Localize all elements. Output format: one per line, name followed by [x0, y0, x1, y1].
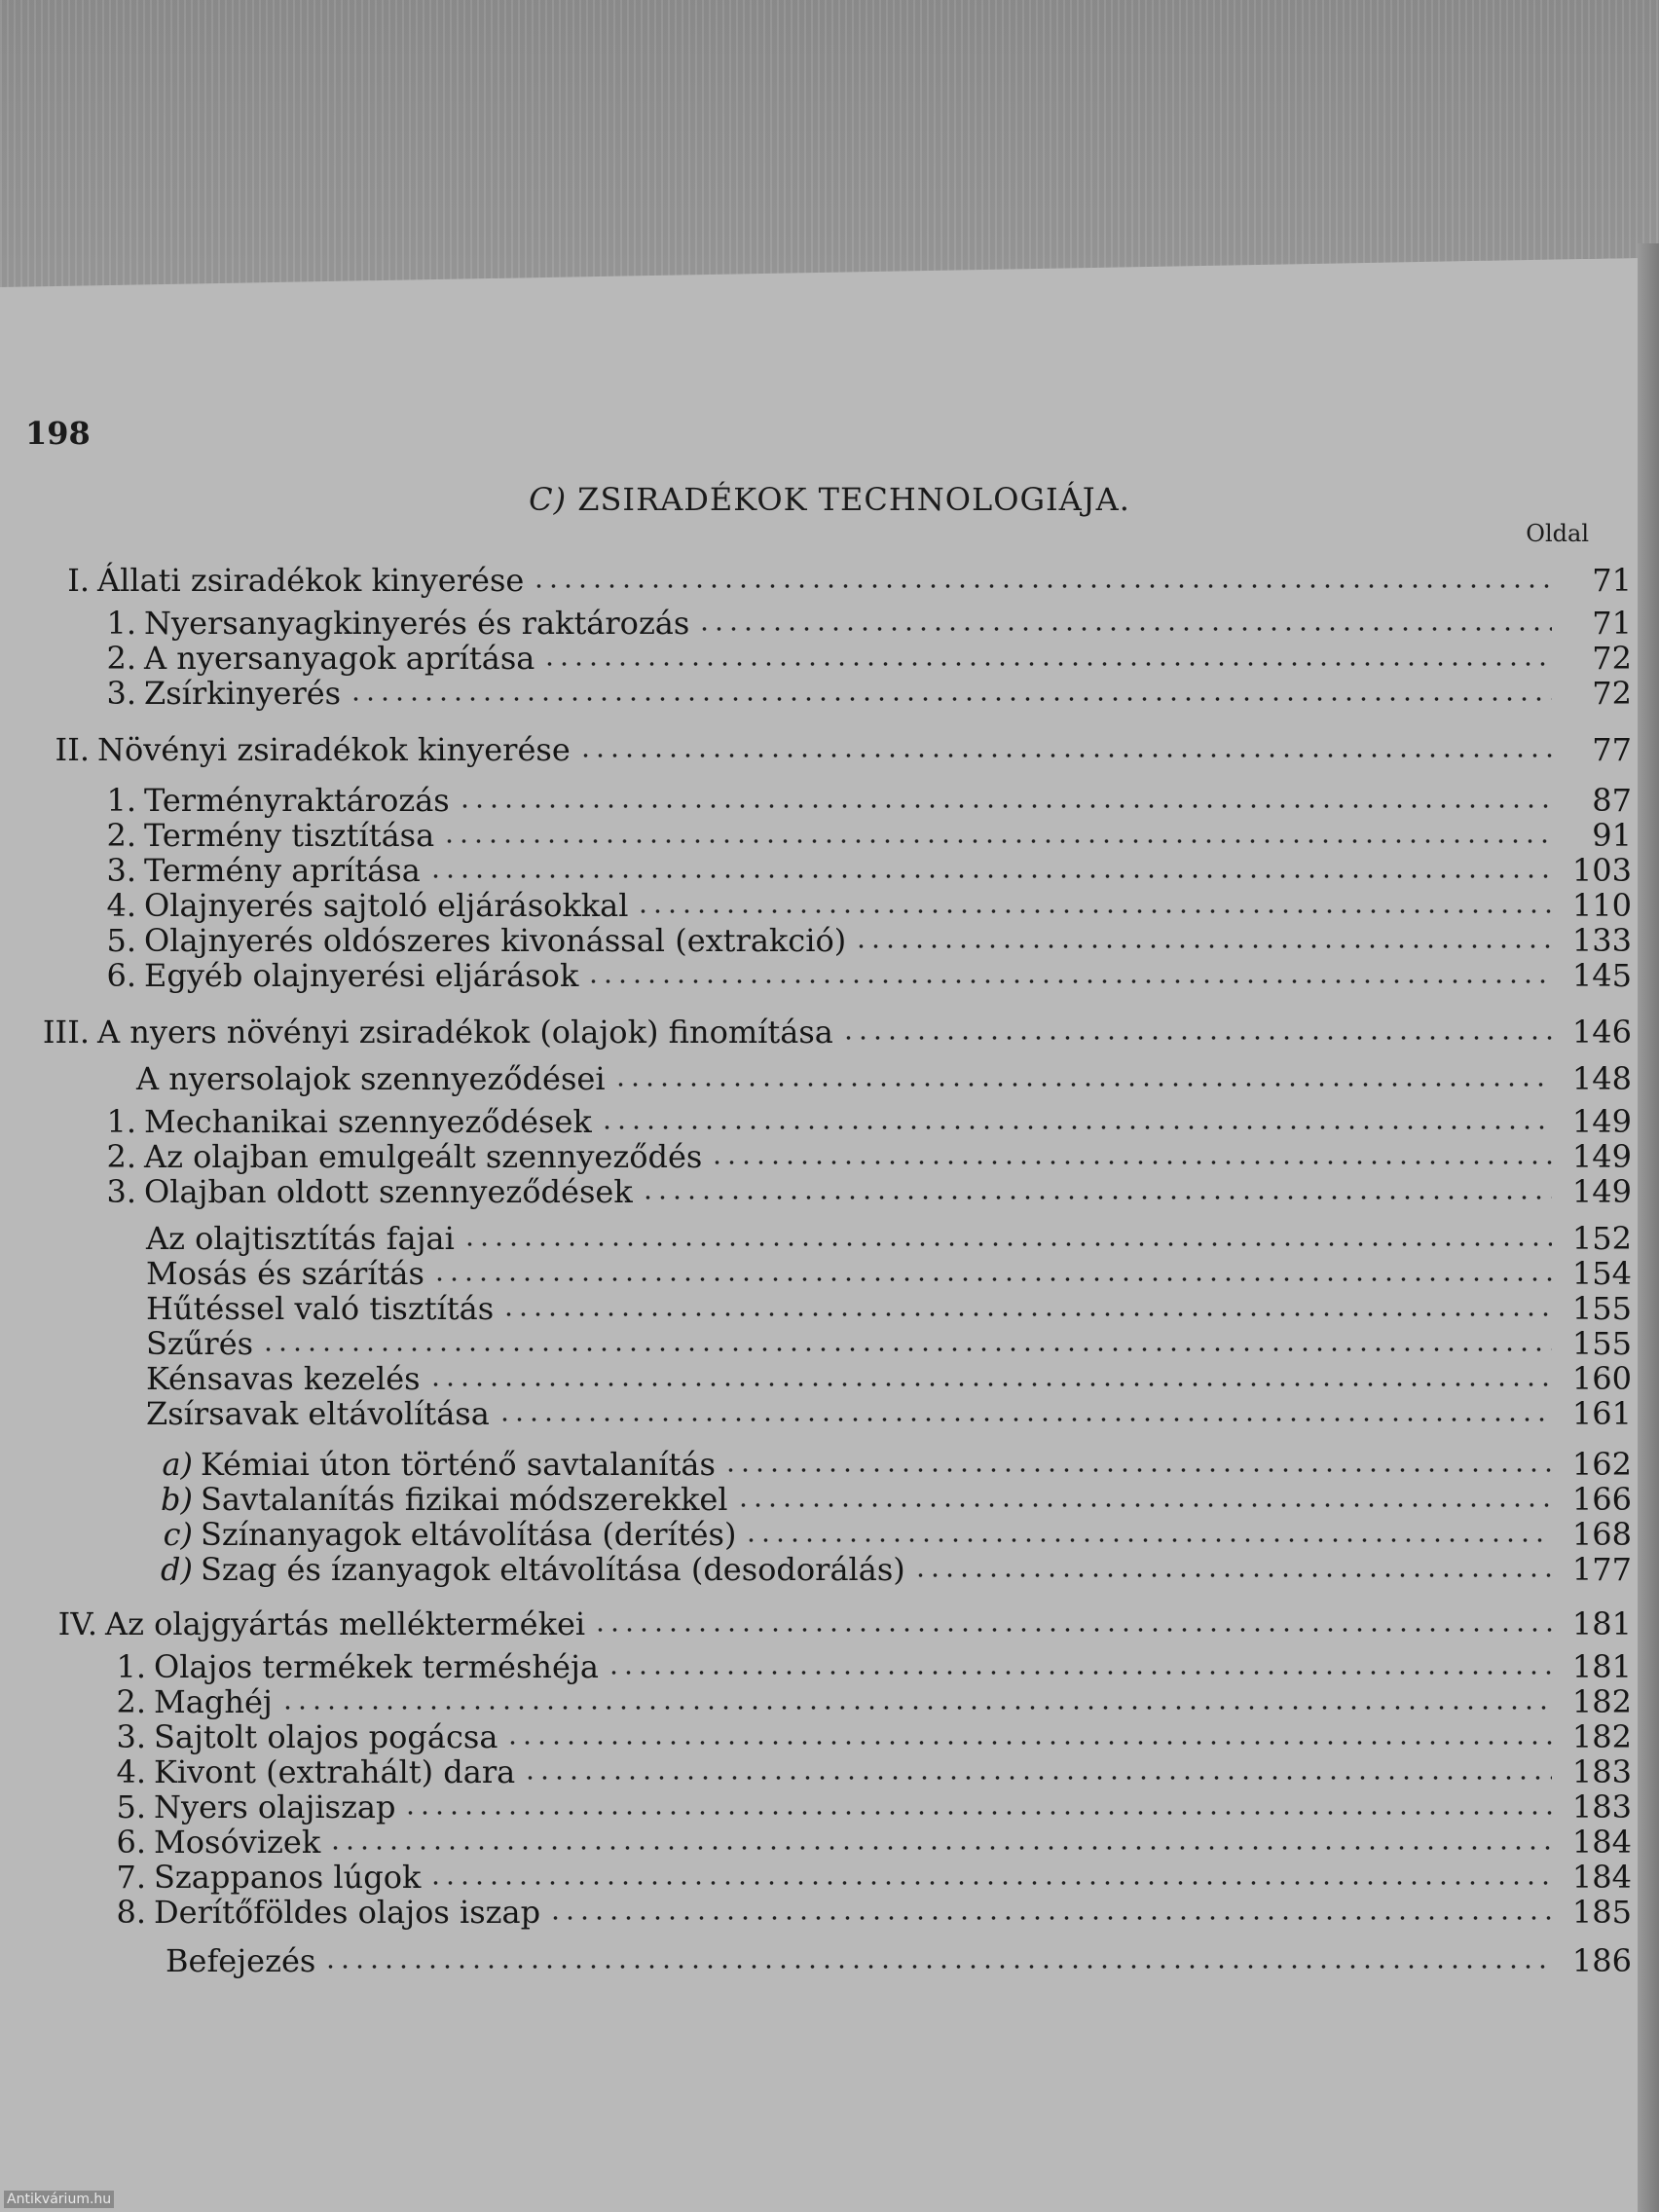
toc-entry-title: Termény tisztítása: [144, 817, 435, 854]
dot-leader: [636, 908, 1552, 914]
toc-entry: [0, 1326, 1632, 1361]
toc-entry-title: Olajnyerés oldószeres kivonással (extrakció): [144, 922, 847, 959]
dot-leader: [428, 873, 1552, 879]
toc-entry: [0, 888, 1632, 923]
toc-entry-title: Az olajgyártás melléktermékei: [105, 1605, 586, 1642]
toc-entry-number: d): [161, 1551, 193, 1588]
toc-entry-page: 155: [1571, 1290, 1632, 1327]
toc-entry-title: Szűrés: [146, 1325, 254, 1362]
toc-entry-page: 162: [1571, 1446, 1632, 1483]
toc-entry-page: 168: [1571, 1516, 1632, 1553]
toc-entry-title: Olajos termékek terméshéja: [154, 1648, 599, 1685]
section-title: ZSIRADÉKOK TECHNOLOGIÁJA.: [577, 481, 1130, 518]
dot-leader: [403, 1810, 1552, 1816]
toc-entry: [0, 1482, 1632, 1517]
toc-entry-title: A nyersanyagok aprítása: [144, 640, 535, 677]
toc-entry: [0, 641, 1632, 676]
toc-entry: [0, 1256, 1632, 1291]
toc-entry-number: 3.: [106, 852, 136, 889]
toc-entry-page: 155: [1571, 1325, 1632, 1362]
dot-leader: [428, 1880, 1552, 1886]
page-column-label: Oldal: [1526, 520, 1589, 547]
toc-entry-page: 91: [1592, 817, 1632, 854]
toc-entry-number: 5.: [116, 1788, 146, 1825]
toc-entry: [0, 1552, 1632, 1587]
page-number: 198: [25, 415, 91, 452]
toc-entry-page: 183: [1571, 1788, 1632, 1825]
dot-leader: [723, 1467, 1552, 1473]
toc-entry-number: IV.: [57, 1605, 97, 1642]
toc-entry-page: 71: [1592, 605, 1632, 642]
toc-entry-page: 145: [1571, 957, 1632, 994]
toc-entry: [0, 1754, 1632, 1789]
dot-leader: [323, 1964, 1552, 1970]
toc-entry-number: 1.: [116, 1648, 146, 1685]
toc-entry-number: 3.: [106, 1173, 136, 1210]
toc-entry-page: 182: [1571, 1683, 1632, 1720]
toc-entry-number: 1.: [106, 782, 136, 819]
dot-leader: [744, 1537, 1552, 1543]
toc-entry-number: 2.: [106, 817, 136, 854]
toc-entry-number: 6.: [106, 957, 136, 994]
toc-entry: [0, 1789, 1632, 1825]
toc-entry-page: 87: [1592, 782, 1632, 819]
toc-entry-page: 184: [1571, 1824, 1632, 1861]
toc-entry-title: Az olajban emulgeált szennyeződés: [144, 1138, 703, 1175]
toc-entry-title: Savtalanítás fizikai módszerekkel: [201, 1481, 728, 1518]
toc-entry-number: III.: [42, 1014, 90, 1051]
toc-entry-title: Kénsavas kezelés: [146, 1360, 421, 1397]
dot-leader: [710, 1160, 1552, 1165]
dot-leader: [542, 661, 1552, 667]
toc-entry: [0, 853, 1632, 888]
toc-entry-title: Mechanikai szennyeződések: [144, 1103, 592, 1140]
toc-entry-title: Az olajtisztítás fajai: [146, 1220, 455, 1257]
toc-entry: [0, 818, 1632, 853]
toc-entry-number: 3.: [106, 675, 136, 712]
toc-entry-page: 177: [1571, 1551, 1632, 1588]
toc-entry-title: Termény aprítása: [144, 852, 421, 889]
toc-entry-number: 4.: [106, 887, 136, 924]
toc-entry-title: Zsírkinyerés: [144, 675, 342, 712]
toc-entry-page: 183: [1571, 1753, 1632, 1790]
toc-entry-page: 185: [1571, 1894, 1632, 1931]
toc-entry-number: 2.: [106, 640, 136, 677]
toc-entry-title: Nyers olajiszap: [154, 1788, 396, 1825]
toc-entry: [0, 1825, 1632, 1860]
toc-entry-number: 3.: [116, 1718, 146, 1755]
toc-entry-page: 72: [1592, 640, 1632, 677]
toc-entry-page: 186: [1571, 1942, 1632, 1979]
dot-leader: [349, 696, 1552, 702]
toc-entry: [0, 1396, 1632, 1431]
dot-leader: [641, 1195, 1552, 1200]
toc-entry-title: Szag és ízanyagok eltávolítása (desodorálás): [201, 1551, 905, 1588]
toc-entry-page: 71: [1592, 562, 1632, 599]
toc-entry-number: 5.: [106, 922, 136, 959]
section-letter: C): [529, 481, 568, 518]
toc-entry-page: 146: [1571, 1014, 1632, 1051]
toc-entry-number: 1.: [106, 1103, 136, 1140]
toc-entry-title: Zsírsavak eltávolítása: [146, 1395, 490, 1432]
toc-entry: [0, 1684, 1632, 1719]
toc-entry-number: 8.: [116, 1894, 146, 1931]
toc-entry-title: Maghéj: [154, 1683, 273, 1720]
toc-entry: [0, 1174, 1632, 1209]
toc-entry-title: Olajban oldott szennyeződések: [144, 1173, 633, 1210]
toc-entry-number: 2.: [106, 1138, 136, 1175]
toc-entry-title: A nyersolajok szennyeződései: [136, 1060, 606, 1097]
toc-entry: [0, 606, 1632, 641]
dot-leader: [261, 1346, 1552, 1352]
toc-entry-page: 166: [1571, 1481, 1632, 1518]
toc-entry: [0, 1061, 1632, 1096]
toc-entry: [0, 1447, 1632, 1482]
dot-leader: [586, 978, 1552, 984]
dot-leader: [523, 1775, 1552, 1781]
toc-entry: [0, 1104, 1632, 1139]
toc-entry: [0, 732, 1632, 767]
toc-entry-page: 184: [1571, 1859, 1632, 1896]
dot-leader: [458, 803, 1552, 809]
toc-entry: [0, 1361, 1632, 1396]
toc-entry: [0, 676, 1632, 711]
dot-leader: [841, 1035, 1552, 1041]
toc-entry-number: 1.: [106, 605, 136, 642]
toc-entry: [0, 1860, 1632, 1895]
toc-entry-number: 6.: [116, 1824, 146, 1861]
toc-entry-page: 181: [1571, 1605, 1632, 1642]
toc-entry-page: 181: [1571, 1648, 1632, 1685]
dot-leader: [498, 1417, 1552, 1422]
toc-entry-page: 149: [1571, 1173, 1632, 1210]
toc-entry-title: Terményraktározás: [144, 782, 450, 819]
watermark: Antikvárium.hu: [4, 2191, 114, 2208]
toc-entry: [0, 923, 1632, 958]
toc-entry-title: Kémiai úton történő savtalanítás: [201, 1446, 716, 1483]
toc-entry-page: 110: [1571, 887, 1632, 924]
toc-entry-page: 148: [1571, 1060, 1632, 1097]
dot-leader: [462, 1241, 1552, 1247]
dot-leader: [607, 1670, 1552, 1676]
dot-leader: [600, 1124, 1552, 1130]
toc-entry-title: Növényi zsiradékok kinyerése: [97, 731, 571, 768]
dot-leader: [593, 1627, 1552, 1633]
toc-entry: [0, 563, 1632, 598]
toc-entry-title: Sajtolt olajos pogácsa: [154, 1718, 498, 1755]
toc-entry-number: 4.: [116, 1753, 146, 1790]
toc-entry: [0, 1139, 1632, 1174]
toc-entry: [0, 783, 1632, 818]
toc-entry-page: 182: [1571, 1718, 1632, 1755]
dot-leader: [280, 1705, 1552, 1711]
toc-entry-title: Mosóvizek: [154, 1824, 321, 1861]
toc-entry-number: c): [163, 1516, 193, 1553]
dot-leader: [613, 1082, 1552, 1088]
dot-leader: [736, 1502, 1552, 1508]
dot-leader: [532, 583, 1552, 589]
dot-leader: [432, 1276, 1552, 1282]
dot-leader: [442, 838, 1552, 844]
toc-entry-page: 152: [1571, 1220, 1632, 1257]
toc-entry-page: 133: [1571, 922, 1632, 959]
toc-entry-page: 161: [1571, 1395, 1632, 1432]
toc-entry-title: Hűtéssel való tisztítás: [146, 1290, 495, 1327]
dot-leader: [548, 1915, 1552, 1921]
toc-entry-title: A nyers növényi zsiradékok (olajok) finomítása: [97, 1014, 833, 1051]
toc-entry-number: a): [162, 1446, 193, 1483]
toc-entry-title: Befejezés: [166, 1942, 316, 1979]
dot-leader: [913, 1572, 1552, 1578]
toc-entry-number: I.: [67, 562, 90, 599]
toc-entry-title: Olajnyerés sajtoló eljárásokkal: [144, 887, 629, 924]
toc-entry-title: Nyersanyagkinyerés és raktározás: [144, 605, 690, 642]
toc-entry-page: 77: [1592, 731, 1632, 768]
toc-entry-title: Mosás és szárítás: [146, 1255, 424, 1292]
toc-entry-number: 7.: [116, 1859, 146, 1896]
toc-entry-number: b): [161, 1481, 193, 1518]
toc-entry-page: 160: [1571, 1360, 1632, 1397]
toc-entry-number: 2.: [116, 1683, 146, 1720]
toc-entry-page: 154: [1571, 1255, 1632, 1292]
dot-leader: [428, 1382, 1552, 1387]
dot-leader: [501, 1311, 1552, 1317]
toc-entry: [0, 1221, 1632, 1256]
toc-entry-title: Egyéb olajnyerési eljárások: [144, 957, 579, 994]
toc-entry-page: 149: [1571, 1103, 1632, 1140]
toc-entry-number: II.: [55, 731, 90, 768]
toc-entry: [0, 1517, 1632, 1552]
toc-entry-page: 103: [1571, 852, 1632, 889]
toc-entry: [0, 1291, 1632, 1326]
toc-entry: [0, 1719, 1632, 1754]
toc-entry: [0, 1943, 1632, 1978]
dot-leader: [697, 626, 1552, 632]
dot-leader: [328, 1845, 1552, 1851]
toc-entry-page: 72: [1592, 675, 1632, 712]
toc-entry-page: 149: [1571, 1138, 1632, 1175]
toc-entry: [0, 958, 1632, 993]
dot-leader: [854, 943, 1552, 949]
toc-entry-title: Színanyagok eltávolítása (derítés): [201, 1516, 737, 1553]
toc-entry-title: Állati zsiradékok kinyerése: [97, 562, 525, 599]
toc-entry: [0, 1606, 1632, 1641]
dot-leader: [578, 753, 1552, 758]
toc-entry: [0, 1014, 1632, 1050]
toc-entry-title: Kivont (extrahált) dara: [154, 1753, 516, 1790]
toc-entry-title: Derítőföldes olajos iszap: [154, 1894, 541, 1931]
toc-entry-title: Szappanos lúgok: [154, 1859, 422, 1896]
toc-entry: [0, 1895, 1632, 1930]
dot-leader: [505, 1740, 1552, 1746]
toc-entry: [0, 1649, 1632, 1684]
